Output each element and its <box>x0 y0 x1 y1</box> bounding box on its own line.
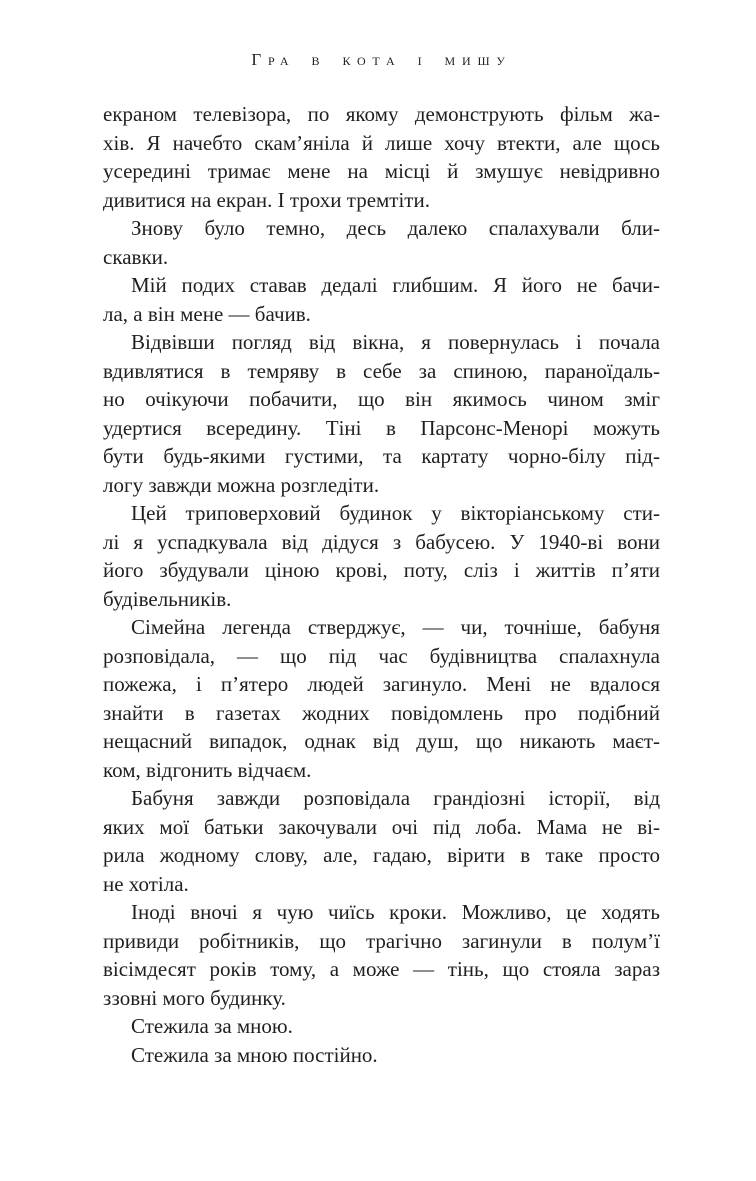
paragraph <box>103 1041 660 1070</box>
paragraph <box>103 271 660 328</box>
text-line: Сімейна легенда стверджує, — чи, точніше, бабуня <box>131 615 660 639</box>
paragraph <box>103 1012 660 1041</box>
text-line: ла, а він мене — бачив. <box>103 301 311 326</box>
paragraph <box>103 898 660 1012</box>
text-line: усередині тримає мене на місці й змушує невідривно <box>103 159 660 183</box>
text-line: пожежа, і п’ятеро людей загинуло. Мені не вдалося <box>103 672 660 696</box>
text-line: розповідала, — що під час будівництва спалахнула <box>103 643 660 668</box>
text-line: привиди робітників, що трагічно загинули в полум’ї <box>103 928 660 953</box>
text-line: Цей триповерховий будинок у вікторіанському сти- <box>131 501 660 525</box>
text-line: логу завжди можна розгледіти. <box>103 472 380 497</box>
text-line: знайти в газетах жодних повідомлень про подібний <box>103 700 660 725</box>
text-line: яких мої батьки закочували очі під лоба. Мама не ві- <box>103 814 660 839</box>
paragraph <box>103 214 660 271</box>
text-line: Знову було темно, десь далеко спалахували бли- <box>131 216 660 240</box>
text-line: но очікуючи побачити, що він якимось чином зміг <box>103 387 660 411</box>
text-block <box>103 100 660 1069</box>
text-line: скавки. <box>103 244 169 269</box>
text-line: ззовні мого будинку. <box>103 985 286 1010</box>
text-line: його збудували ціною крові, поту, сліз і життів п’яти <box>103 558 660 582</box>
text-line: ком, відгонить відчаєм. <box>103 757 312 782</box>
text-line: хів. Я начебто скам’яніла й лише хочу втекти, але щось <box>103 130 660 155</box>
text-line: Стежила за мною. <box>131 1014 293 1038</box>
running-header: Гра в кота і мишу <box>251 50 512 69</box>
text-line: екраном телевізора, по якому демонструють фільм жа- <box>103 102 660 126</box>
text-line: рила жодному слову, але, гадаю, вірити в таке просто <box>103 843 660 867</box>
text-line: удертися всередину. Тіні в Парсонс-Менорі можуть <box>103 415 660 440</box>
text-line: Відвівши погляд від вікна, я повернулась і почала <box>131 330 660 354</box>
text-line: нещасний випадок, однак від душ, що никають маєт- <box>103 729 660 753</box>
paragraph <box>103 613 660 784</box>
text-line: Мій подих ставав дедалі глибшим. Я його не бачи- <box>131 273 660 297</box>
paragraph <box>103 499 660 613</box>
text-line: Стежила за мною постійно. <box>131 1042 378 1067</box>
text-line: вісімдесят років тому, а може — тінь, що стояла зараз <box>103 957 660 981</box>
text-line: будівельників. <box>103 586 232 611</box>
text-line: бути будь-якими густими, та картату чорно-білу під- <box>103 444 660 468</box>
text-line: не хотіла. <box>103 871 189 896</box>
paragraph <box>103 100 660 214</box>
text-line: Іноді вночі я чую чиїсь кроки. Можливо, це ходять <box>131 900 660 924</box>
text-line: лі я успадкувала від дідуся з бабусею. У 1940-ві вони <box>103 529 660 554</box>
paragraph <box>103 328 660 499</box>
text-line: вдивлятися в темряву в себе за спиною, параноїдаль- <box>103 358 660 383</box>
text-line: Бабуня завжди розповідала грандіозні історії, від <box>131 786 660 810</box>
paragraph <box>103 784 660 898</box>
text-line: дивитися на екран. І трохи тремтіти. <box>103 187 430 212</box>
